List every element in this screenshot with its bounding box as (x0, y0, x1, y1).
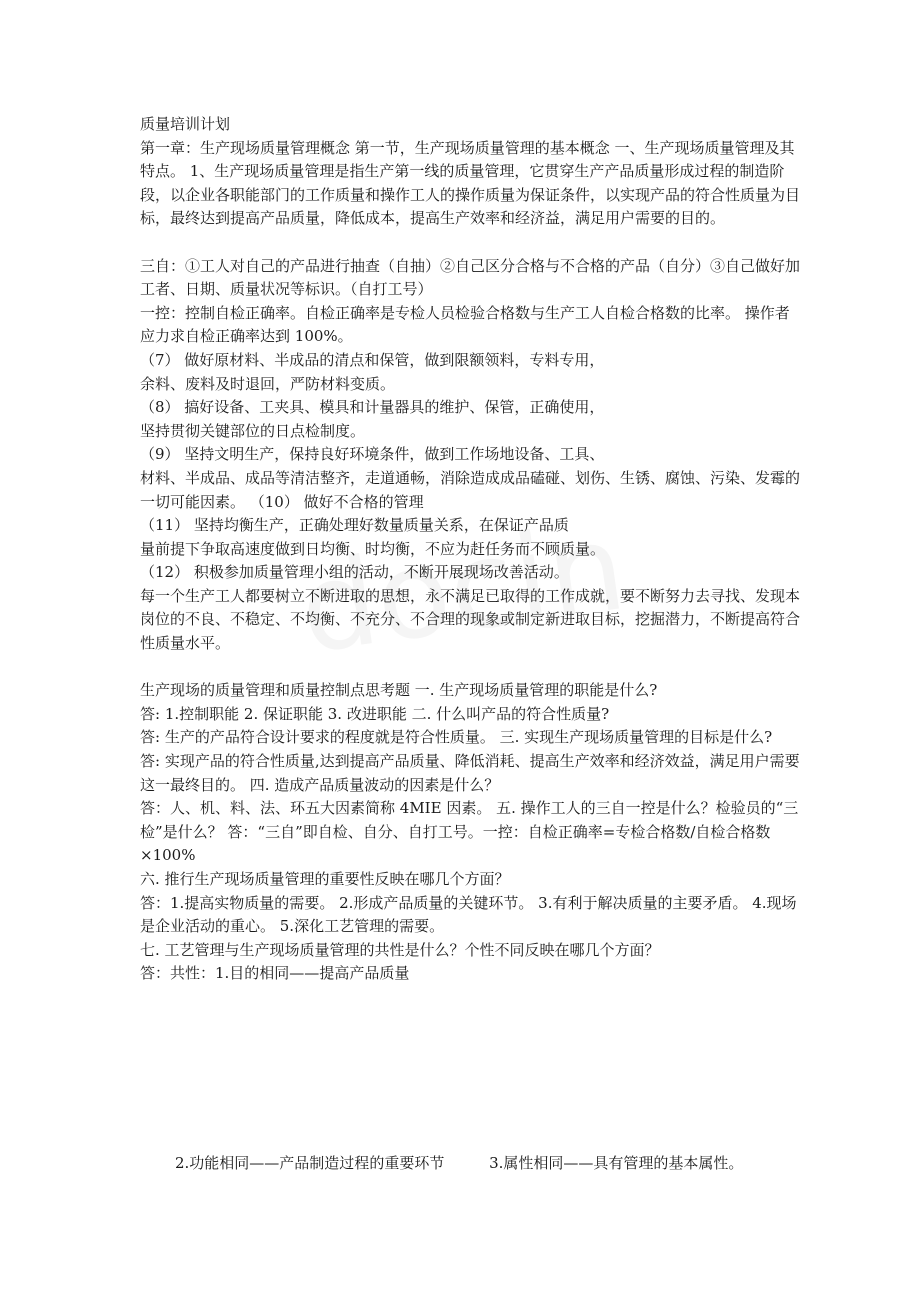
answer-4: 答：人、机、料、法、环五大因素简称 4MIE 因素。 五. 操作工人的三自一控是什么？检验员的“三检”是什么？ 答：“三自”即自检、自分、自打工号。一控：自检正确率=专检合格数/自检合格数×100% (140, 799, 799, 865)
item-12-line: （12） 积极参加质量管理小组的活动，不断开展现场改善活动。 (140, 563, 569, 582)
footer-item-3: 3.属性相同——具有管理的基本属性。 (489, 1154, 744, 1172)
yikong-paragraph: 一控：控制自检正确率。自检正确率是专检人员检验合格数与生产工人自检合格数的比率。 操作者应力求自检正确率达到 100%。 (140, 303, 790, 346)
blank-line (140, 231, 800, 255)
questions-intro: 生产现场的质量管理和质量控制点思考题 一. 生产现场质量管理的职能是什么? (140, 681, 658, 700)
answer-2: 答: 生产的产品符合设计要求的程度就是符合性质量。 三. 实现生产现场质量管理的目标是什么? (140, 728, 773, 747)
blank-line (140, 656, 800, 680)
item-11-line-2: 量前提下争取高速度做到日均衡、时均衡，不应为赶任务而不顾质量。 (140, 539, 606, 558)
improvement-paragraph: 每一个生产工人都要树立不断进取的思想，永不满足已取得的工作成就，要不断努力去寻找、发现本岗位的不良、不稳定、不均衡、不充分、不合理的现象或制定新进取目标，挖掘潜力，不断提高符合性质量水平。 (140, 586, 801, 653)
doc-title: 质量培训计划 (140, 115, 231, 133)
footer-item-2: 2.功能相同——产品制造过程的重要环节 (175, 1154, 445, 1172)
answer-1: 答: 1.控制职能 2. 保证职能 3. 改进职能 二. 什么叫产品的符合性质量? (140, 704, 610, 723)
document-body (140, 113, 800, 986)
item-9-line-1: （9） 坚持文明生产，保持良好环境条件，做到工作场地设备、工具、 (140, 445, 605, 464)
question-6: 六. 推行生产现场质量管理的重要性反映在哪几个方面？ (140, 870, 510, 888)
footer-line (175, 1151, 743, 1175)
item-7-line-1: （7） 做好原材料、半成品的清点和保管，做到限额领料，专料专用， (140, 350, 605, 369)
answer-6: 答：1.提高实物质量的需要。 2.形成产品质量的关键环节。 3.有利于解决质量的主要矛盾。 4.现场是企业活动的重心。 5.深化工艺管理的需要。 (140, 893, 797, 936)
question-7: 七. 工艺管理与生产现场质量管理的共性是什么？个性不同反映在哪几个方面？ (140, 940, 660, 959)
item-8-line-1: （8） 搞好设备、工夹具、模具和计量器具的维护、保管，正确使用， (140, 398, 605, 417)
sanzi-paragraph: 三自：①工人对自己的产品进行抽查（自抽）②自己区分合格与不合格的产品（自分）③自己做好加工者、日期、质量状况等标识。（自打工号） (140, 256, 801, 299)
item-9-line-2: 材料、半成品、成品等清洁整齐，走道通畅，消除造成成品磕碰、划伤、生锈、腐蚀、污染、发霉的一切可能因素。 （10） 做好不合格的管理 (140, 468, 801, 511)
answer-7: 答：共性：1.目的相同——提高产品质量 (140, 964, 410, 983)
item-11-line-1: （11） 坚持均衡生产，正确处理好数量质量关系，在保证产品质 (140, 516, 569, 535)
item-8-line-2: 坚持贯彻关键部位的日点检制度。 (140, 421, 366, 440)
answer-3: 答: 实现产品的符合性质量,达到提高产品质量、降低消耗、提高生产效率和经济效益，满足用户需要这一最终目的。 四. 造成产品质量波动的因素是什么？ (140, 752, 800, 794)
item-7-line-2: 余料、废料及时退回，严防材料变质。 (140, 374, 396, 393)
chapter-one-paragraph: 第一章：生产现场质量管理概念 第一节，生产现场质量管理的基本概念 一、生产现场质量管理及其特点。 1、生产现场质量管理是指生产第一线的质量管理，它贯穿生产产品质量形成过程的制造阶段，以企业各职能部门的工作质量和操作工人的操作质量为保证条件，以实现产品的符合性质量为目标，最终达到提高产品质量，降低成本，提高生产效率和经济益，满足用户需要的目的。 (140, 138, 801, 228)
